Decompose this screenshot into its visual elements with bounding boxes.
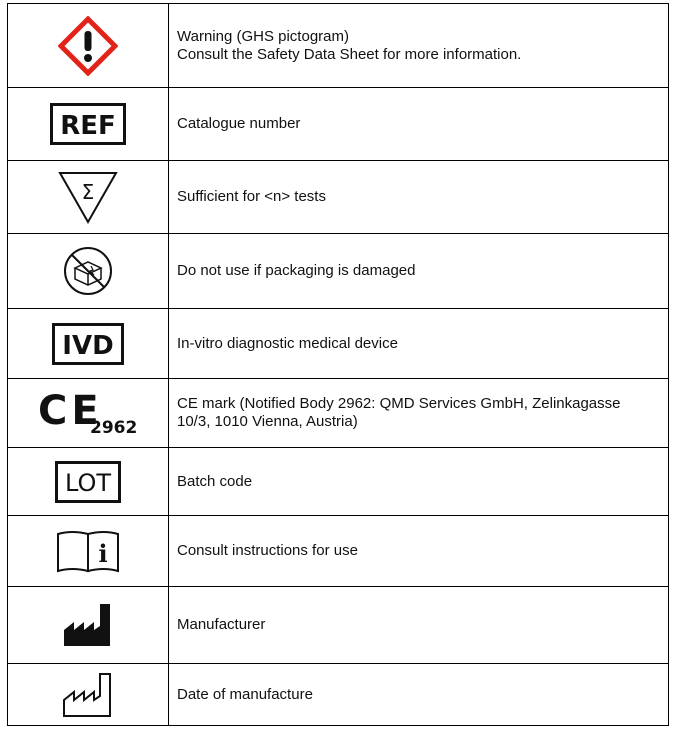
description-line: In-vitro diagnostic medical device [177, 334, 398, 352]
description-line: Catalogue number [177, 115, 301, 132]
ref-symbol-text: REF [60, 111, 116, 141]
symbol-cell [8, 664, 169, 726]
table-row [8, 587, 669, 664]
ivd-icon [52, 323, 124, 365]
table-row [8, 234, 669, 309]
consult-instructions-icon [55, 528, 121, 574]
table-row [8, 664, 669, 726]
do-not-use-if-damaged-icon [61, 244, 115, 298]
symbol-cell [8, 587, 169, 664]
description-cell [169, 379, 669, 448]
lot-icon [55, 461, 121, 503]
lot-symbol-text: LOT [64, 468, 112, 497]
description-cell [169, 234, 669, 309]
table-row [8, 4, 669, 88]
symbol-cell [8, 4, 169, 88]
date-of-manufacture-icon [60, 670, 116, 720]
table-row [8, 161, 669, 234]
ce-mark-icon [36, 391, 140, 435]
ref-icon [50, 103, 126, 145]
description-line: Do not use if packaging is damaged [177, 262, 416, 279]
sufficient-for-tests-icon [56, 169, 120, 225]
table-row [8, 309, 669, 379]
table-row [8, 379, 669, 448]
description-cell [169, 161, 669, 234]
description-line: Warning (GHS pictogram) [177, 27, 349, 45]
symbol-cell [8, 234, 169, 309]
description-line: Date of manufacture [177, 685, 313, 703]
description-line: Sufficient for <n> tests [177, 188, 326, 205]
description-line: Manufacturer [177, 616, 266, 633]
symbol-cell [8, 88, 169, 161]
symbols-table [7, 3, 669, 726]
description-cell [169, 309, 669, 379]
description-line: Batch code [177, 472, 253, 490]
description-cell [169, 664, 669, 726]
table-row [8, 516, 669, 587]
info-symbol-text: i [98, 539, 108, 568]
description-line: 10/3, 1010 Vienna, Austria) [177, 413, 358, 430]
symbol-cell [8, 379, 169, 448]
symbol-cell [8, 309, 169, 379]
symbol-cell [8, 516, 169, 587]
ghs-warning-icon [58, 16, 118, 76]
sigma-symbol-text: Σ [81, 180, 95, 204]
symbol-cell [8, 161, 169, 234]
notified-body-number: 2962 [90, 418, 138, 435]
description-cell [169, 587, 669, 664]
table-row [8, 88, 669, 161]
description-cell [169, 448, 669, 516]
description-line: Consult the Safety Data Sheet for more information. [177, 45, 522, 63]
description-line: Consult instructions for use [177, 542, 358, 559]
ce-symbol-text: CE [38, 391, 103, 434]
description-cell [169, 88, 669, 161]
manufacturer-icon [60, 600, 116, 650]
description-line: CE mark (Notified Body 2962: QMD Services GmbH, Zelinkagasse [177, 395, 621, 412]
ivd-symbol-text: IVD [62, 330, 114, 361]
description-cell [169, 4, 669, 88]
symbol-cell [8, 448, 169, 516]
table-row [8, 448, 669, 516]
description-cell [169, 516, 669, 587]
